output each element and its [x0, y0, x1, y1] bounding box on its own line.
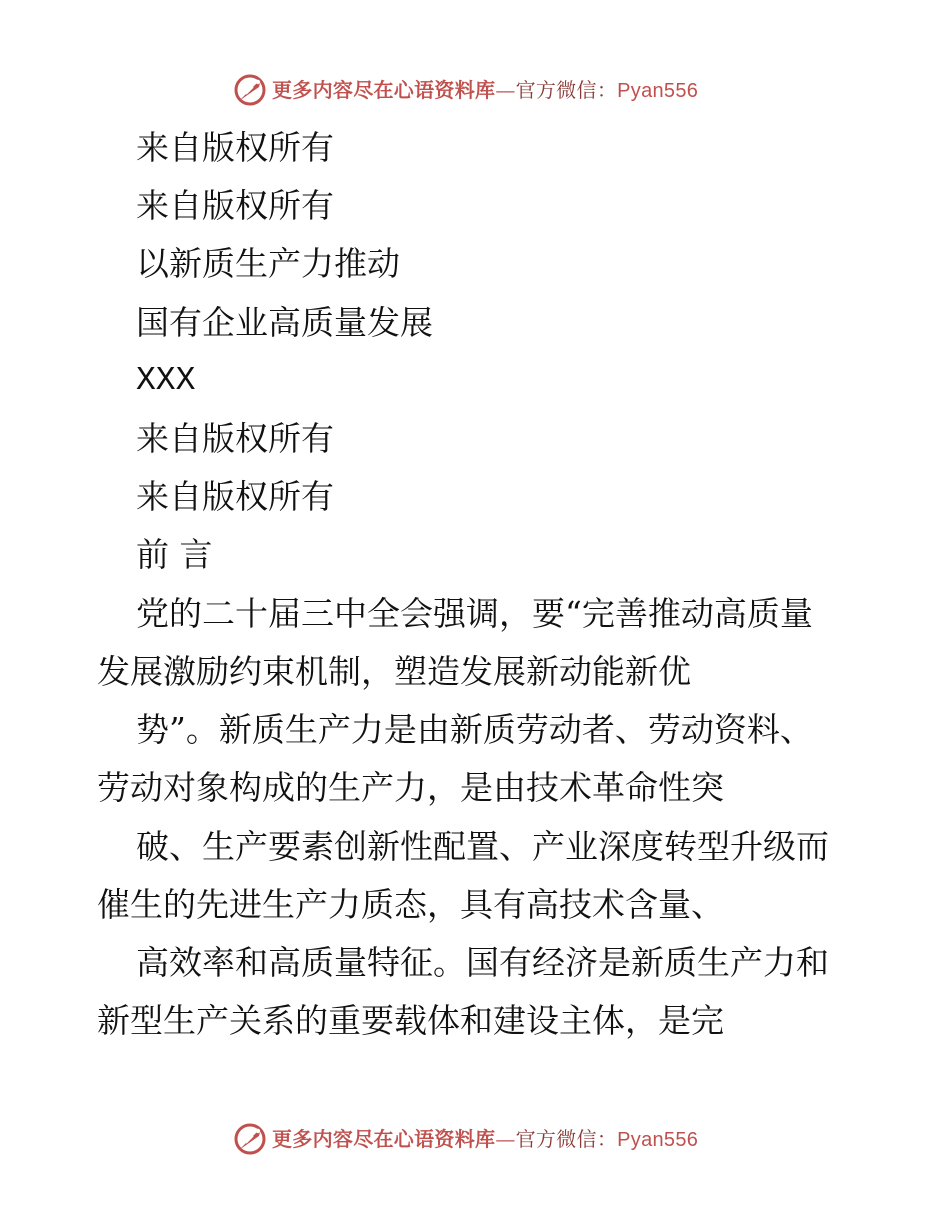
- author-line: XXX: [136, 362, 196, 399]
- text-line: 以新质生产力推动: [136, 244, 400, 283]
- banner-wechat-id: Pyan556: [617, 1129, 699, 1151]
- paragraph-line: 催生的先进生产力质态，具有高技术含量、: [97, 885, 724, 924]
- paragraph-line: 劳动对象构成的生产力，是由技术革命性突: [97, 768, 724, 807]
- banner-main-text: 更多内容尽在心语资料库: [272, 78, 496, 102]
- banner-separator: —: [495, 78, 516, 102]
- text-line: 来自版权所有: [136, 477, 334, 516]
- paragraph-line: 势”。新质生产力是由新质劳动者、劳动资料、: [136, 710, 813, 749]
- section-heading: 前 言: [136, 535, 213, 574]
- pen-nib-logo-icon: [232, 72, 268, 108]
- paragraph-line: 破、生产要素创新性配置、产业深度转型升级而: [136, 827, 829, 866]
- banner-text: [272, 1125, 698, 1154]
- paragraph-line: 新型生产关系的重要载体和建设主体，是完: [97, 1001, 724, 1040]
- text-line: 来自版权所有: [136, 186, 334, 225]
- banner-main-text: 更多内容尽在心语资料库: [272, 1127, 496, 1151]
- banner-text: [272, 76, 698, 105]
- paragraph-line: 党的二十届三中全会强调，要“完善推动高质量: [136, 594, 813, 633]
- text-line: 来自版权所有: [136, 128, 334, 167]
- footer-banner: [0, 1119, 950, 1159]
- banner-sub-text: 官方微信：: [515, 78, 618, 102]
- text-line: 来自版权所有: [136, 419, 334, 458]
- title-line: 国有企业高质量发展: [136, 303, 433, 342]
- banner-wechat-id: Pyan556: [617, 80, 699, 102]
- banner-separator: —: [495, 1127, 516, 1151]
- banner-sub-text: 官方微信：: [515, 1127, 618, 1151]
- paragraph-line: 发展激励约束机制，塑造发展新动能新优: [97, 652, 691, 691]
- paragraph-line: 高效率和高质量特征。国有经济是新质生产力和: [136, 943, 829, 982]
- pen-nib-logo-icon: [232, 1121, 268, 1157]
- header-banner: [0, 70, 950, 110]
